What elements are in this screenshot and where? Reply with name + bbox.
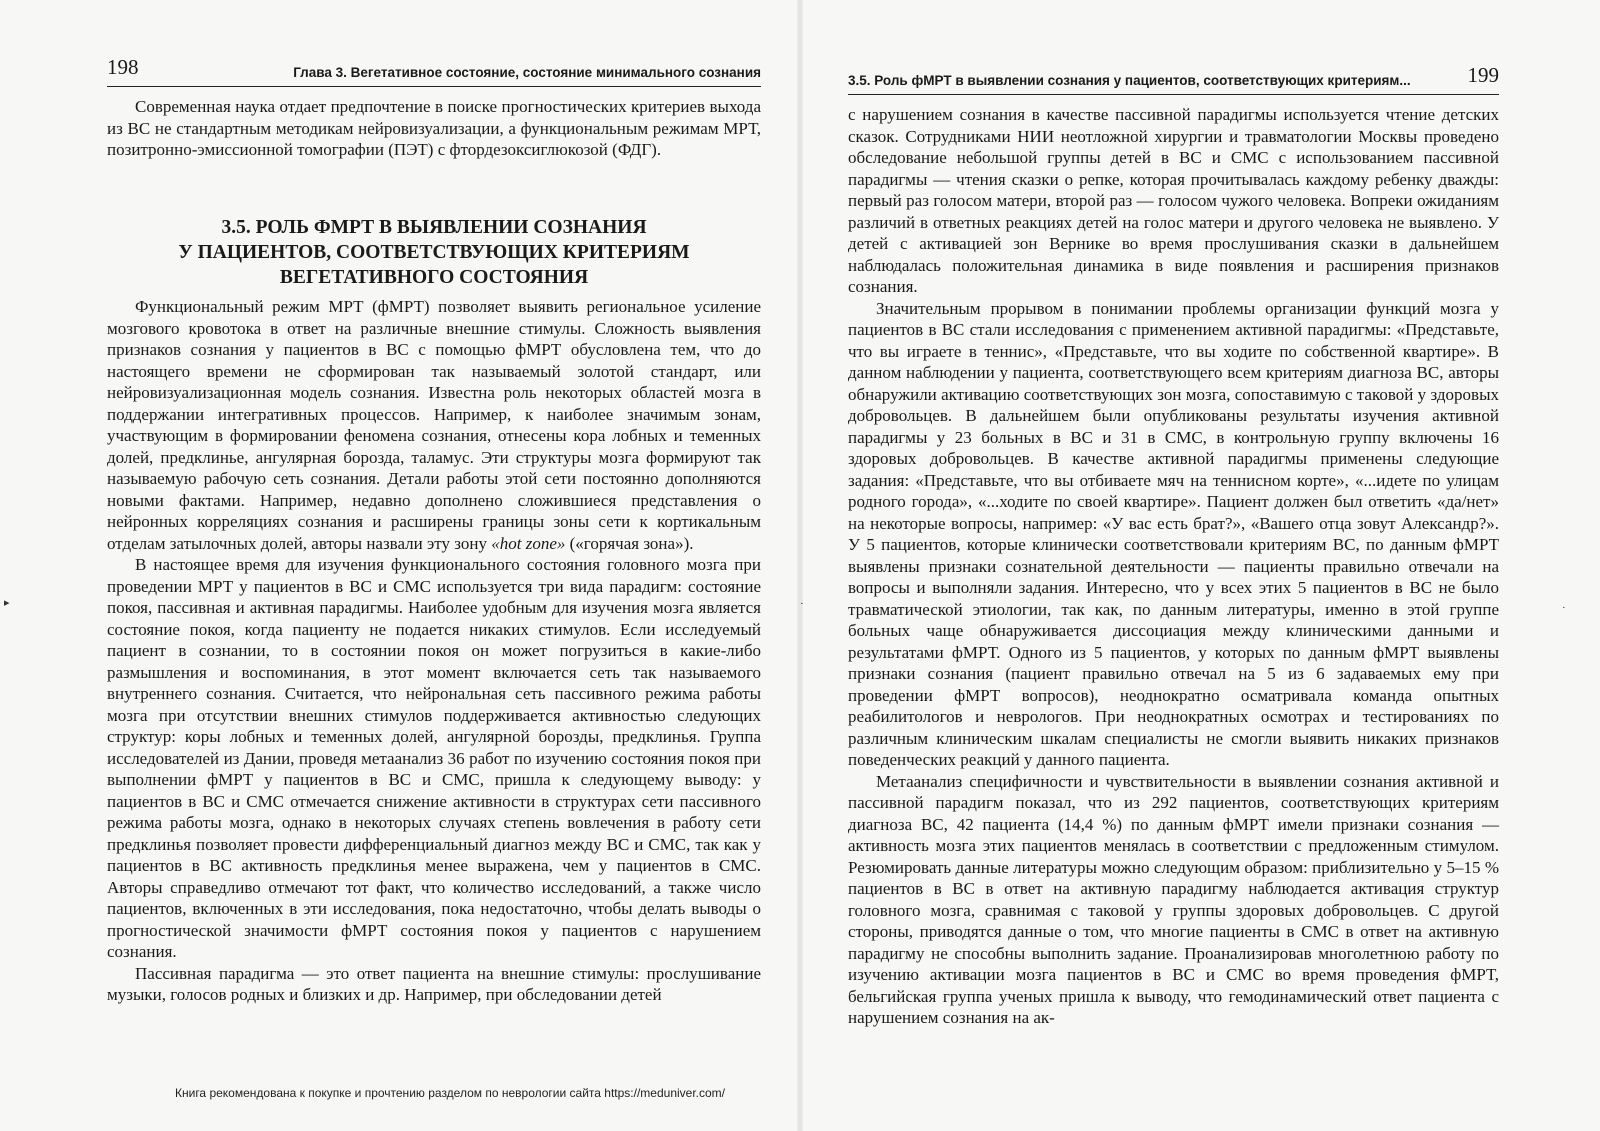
intro-paragraph: Современная наука отдает предпочтение в поиске прогностических критериев выхода из ВС не стандартным методикам нейровизуализации, а функциональным режимам МРТ, позитронно-эмиссионной томографии (ПЭТ) с фтордезоксиглюкозой (ФДГ). (107, 97, 761, 159)
right-running-header (848, 64, 1499, 95)
right-paragraph-1: с нарушением сознания в качестве пассивной парадигмы используется чтение детских сказок. Сотрудниками НИИ неотложной хирургии и травматологии Москвы проведено обследование небольшой группы детей в ВС и СМС с использованием пассивной парадигмы — чтения сказки о репке, которая прочитывалась каждому ребенку дважды: первый раз голосом матери, второй раз — голосом чужого человека. Вопреки ожиданиям различий в ответных реакциях детей на голос матери и другого человека не выявлено. У детей с активацией зон Вернике во время прослушивания сказки в дальнейшем наблюдалась положительная динамика в виде появления и расширения признаков сознания. (848, 105, 1499, 296)
scan-speck-left: ▸ (4, 597, 10, 609)
left-running-header (107, 56, 761, 87)
footer-note: Книга рекомендована к покупке и прочтению разделом по неврологии сайта https://meduniver.com/ (175, 1086, 726, 1100)
section-heading (107, 215, 761, 290)
left-paragraph-1 (107, 296, 761, 554)
right-page-number: 199 (1467, 63, 1499, 87)
section-heading-line-3: ВЕГЕТАТИВНОГО СОСТОЯНИЯ (279, 267, 589, 288)
hot-zone-term: «hot zone» (491, 533, 566, 553)
section-heading-line-2: У ПАЦИЕНТОВ, СООТВЕТСТВУЮЩИХ КРИТЕРИЯМ (178, 242, 690, 263)
scan-speck-right: · (1562, 602, 1566, 614)
left-paragraph-2: В настоящее время для изучения функционального состояния головного мозга при проведении МРТ у пациентов в ВС и СМС используется три вида парадигм: состояние покоя, пассивная и активная парадигмы. Наиболее удобным для изучения мозга является состояние покоя, когда пациенту не подается никаких стимулов. Если исследуемый пациент в сознании, то в состоянии покоя он может погрузиться в какие-либо размышления и воспоминания, в этот момент включается сеть так называемого внутреннего сознания. Считается, что нейрональная сеть пассивного режима работы мозга при отсутствии внешних стимулов поддерживается активностью следующих структур: коры лобных и теменных долей, ангулярной борозды, предклинья. Группа исследователей из Дании, проведя метаанализ 36 работ по изучению состояния покоя при выполнении фМРТ у пациентов в ВС и СМС, пришла к следующему выводу: у пациентов в ВС и СМС отмечается снижение активности в структурах сети пассивного режима работы мозга, однако в некоторых случаях степень вовлечения в работу сети предклинья позволяет провести дифференциальный диагноз между ВС и СМС, так как у пациентов в ВС активность предклинья менее выражена, чем у пациентов в СМС. Авторы справедливо отмечают тот факт, что количество исследований, а также число пациентов, включенных в эти исследования, пока недостаточно, чтобы делать выводы о прогностической значимости фМРТ состояния покоя у пациентов с нарушением сознания. (107, 555, 761, 961)
right-running-title: 3.5. Роль фМРТ в выявлении сознания у пациентов, соответствующих критериям... (848, 73, 1411, 88)
left-intro-text (107, 96, 761, 161)
left-paragraph-1-text: Функциональный режим МРТ (фМРТ) позволяет выявить региональное усиление мозгового кровотока в ответ на различные внешние стимулы. Сложность выявления признаков сознания у пациентов в ВС с помощью фМРТ обусловлена тем, что до настоящего времени не сформирован так называемый золотой стандарт, или нейровизуализационная модель сознания. Известна роль некоторых областей мозга в поддержании интегративных процессов. Например, к наиболее значимым зонам, участвующим в формировании феномена сознания, отнесены кора лобных и теменных долей, предклинье, ангулярная борозда, таламус. Эти структуры мозга формируют так называемую рабочую сеть сознания. Детали работы этой сети постоянно дополняются новыми фактами. Например, недавно дополнено сложившиеся представления о нейронных корреляциях сознания и расширены границы зоны сети к кортикальным отделам затылочных долей, авторы назвали эту зону (107, 297, 761, 553)
left-main-text (107, 296, 761, 1006)
right-paragraph-2: Значительным прорывом в понимании проблемы организации функций мозга у пациентов в ВС стали исследования с применением активной парадигмы: «Представьте, что вы играете в теннис», «Представьте, что вы ходите по собственной квартире». В данном наблюдении у пациента, соответствующего всем критериям диагноза ВС, авторы обнаружили активацию соответствующих зон мозга, сопоставимую с таковой у здоровых добровольцев. В дальнейшем были опубликованы результаты изучения активной парадигмы у 23 больных в ВС и 31 в СМС, в контрольную группу включены 16 здоровых добровольцев. В качестве активной парадигмы применены следующие задания: «Представьте, что вы отбиваете мяч на теннисном корте», «...идете по улицам родного города», «...ходите по своей квартире». Пациент должен был ответить «да/нет» на некоторые вопросы, например: «У вас есть брат?», «Вашего отца зовут Александр?». У 5 пациентов, которые клинически соответствовали критериям ВС, по данным фМРТ выявлены признаки сознательной деятельности — пациенты правильно отвечали на вопросы и выполняли задания. Интересно, что у всех этих 5 пациентов в ВС не было травматической этиологии, так как, по данным литературы, именно в этой группе больных чаще обнаруживается диссоциация между клиническими данными и результатами фМРТ. Одного из 5 пациентов, у которых по данным фМРТ выявлены признаки сознания (пациент правильно отвечал на 5 из 6 задаваемых ему при проведении фМРТ вопросов), неоднократно осматривала команда опытных реабилитологов и неврологов. При неоднократных осмотрах и тестированиях по различным клиническим шкалам специалисты не смогли выявить никаких признаков поведенческих реакций у данного пациента. (848, 298, 1499, 769)
right-main-text (848, 104, 1499, 1029)
left-running-title: Глава 3. Вегетативное состояние, состояние минимального сознания (293, 65, 761, 80)
left-paragraph-1-end: («горячая зона»). (565, 533, 694, 553)
right-paragraph-3: Метаанализ специфичности и чувствительности в выявлении сознания активной и пассивной парадигм показал, что из 292 пациентов, соответствующих критериям диагноза ВС, 42 пациента (14,4 %) по данным фМРТ имели признаки сознания — активность мозга этих пациентов менялась в соответствии с предложенным стимулом. Резюмировать данные литературы можно следующим образом: приблизительно у 5–15 % пациентов в ВС в ответ на активную парадигму наблюдается активация структур головного мозга, сравнимая с таковой у группы здоровых добровольцев. С другой стороны, приводятся данные о том, что многие пациенты в СМС в ответ на активную парадигму не способны выполнить задание. Проанализировав многолетнюю работу по изучению активации мозга пациентов в ВС и СМС во время проведения фМРТ, бельгийская группа ученых пришла к выводу, что гемодинамический ответ пациента с нарушением сознания на ак- (848, 771, 1499, 1027)
left-page-number: 198 (107, 55, 139, 79)
section-heading-line-1: 3.5. РОЛЬ ФМРТ В ВЫЯВЛЕНИИ СОЗНАНИЯ (221, 217, 647, 238)
scan-speck-center: · (800, 598, 804, 610)
left-paragraph-3: Пассивная парадигма — это ответ пациента на внешние стимулы: прослушивание музыки, голосов родных и близких и др. Например, при обследовании детей (107, 963, 761, 1004)
